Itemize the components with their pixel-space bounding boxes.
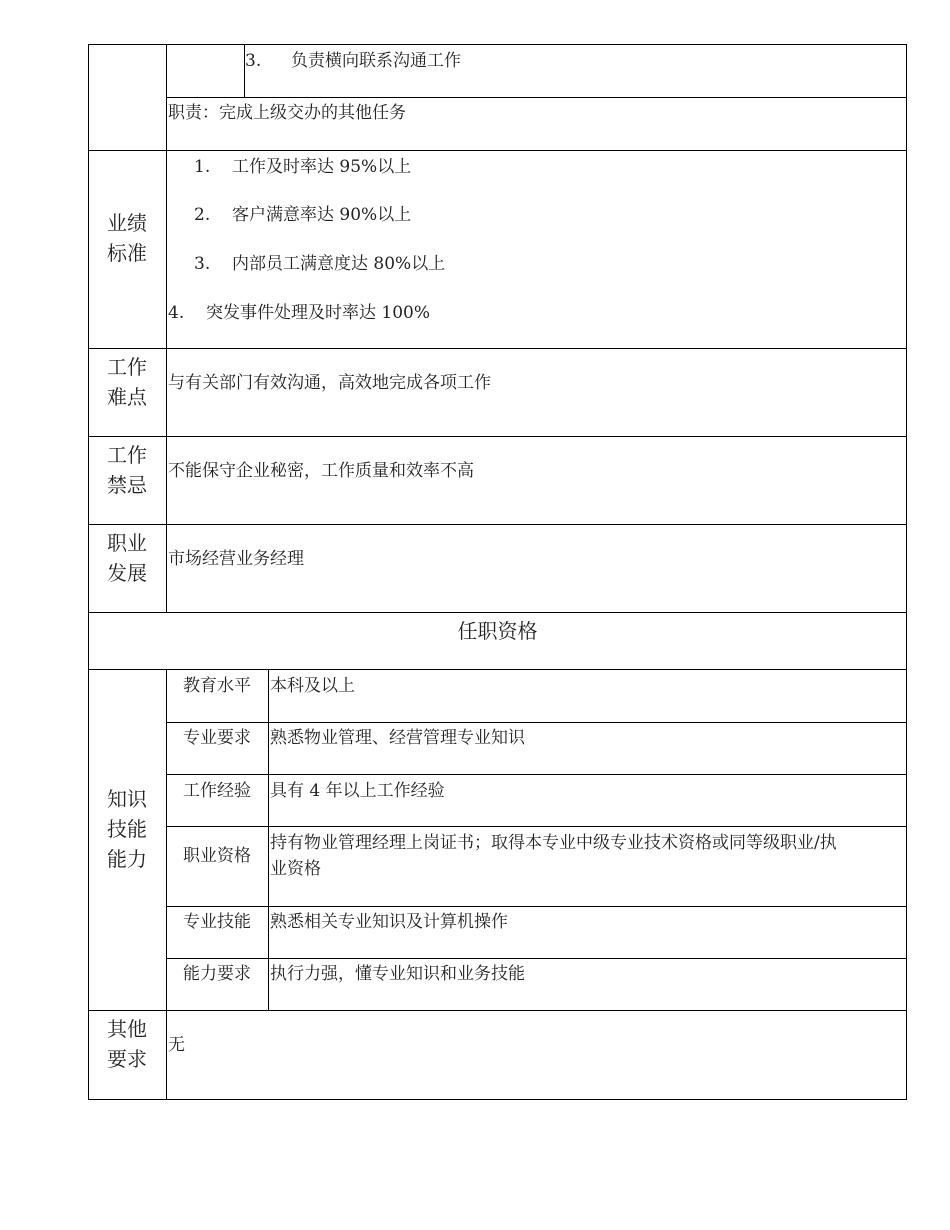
career-label-line1: 职业: [107, 531, 147, 555]
knowledge-key-divider: [268, 670, 269, 1010]
knowledge-label-line2: 技能: [107, 817, 147, 841]
taboo-label-line2: 禁忌: [107, 473, 147, 497]
duty-other-task: 职责：完成上级交办的其他任务: [168, 103, 406, 123]
performance-item-3-number: 3.: [194, 254, 211, 274]
knowledge-key-certification: 职业资格: [183, 846, 251, 866]
career-text: 市场经营业务经理: [168, 549, 304, 569]
knowledge-key-education: 教育水平: [183, 676, 251, 696]
knowledge-row-divider: [166, 958, 907, 959]
career-label-line2: 发展: [107, 561, 147, 585]
row-divider: [88, 524, 907, 525]
difficulty-label-line1: 工作: [107, 355, 147, 379]
difficulty-label-line2: 难点: [107, 385, 147, 409]
performance-item-2-number: 2.: [194, 205, 211, 225]
duties-inner-divider: [166, 97, 907, 98]
performance-label-line2: 标准: [107, 241, 147, 265]
other-label: [88, 1014, 166, 1074]
performance-item-3: [194, 253, 445, 275]
taboo-label: [88, 440, 166, 500]
performance-item-1-text: 工作及时率达 95%以上: [232, 157, 412, 177]
performance-item-3-text: 内部员工满意度达 80%以上: [232, 254, 446, 274]
row-divider: [88, 669, 907, 670]
taboo-label-line1: 工作: [107, 443, 147, 467]
other-label-line1: 其他: [107, 1017, 147, 1041]
performance-item-1: [194, 156, 411, 178]
performance-item-4-text: 突发事件处理及时率达 100%: [206, 303, 431, 323]
duty-item-3: [245, 50, 461, 72]
performance-item-2-text: 客户满意率达 90%以上: [232, 205, 412, 225]
difficulty-text: 与有关部门有效沟通，高效地完成各项工作: [168, 373, 491, 393]
duty-item-3-number: 3.: [245, 51, 262, 71]
knowledge-key-experience: 工作经验: [183, 781, 251, 801]
knowledge-value-ability: 执行力强，懂专业知识和业务技能: [270, 964, 525, 984]
knowledge-label-line3: 能力: [107, 847, 147, 871]
knowledge-row-divider: [166, 722, 907, 723]
knowledge-label: [88, 784, 166, 874]
performance-label-line1: 业绩: [107, 211, 147, 235]
knowledge-value-education: 本科及以上: [270, 676, 355, 696]
duty-item-3-text: 负责横向联系沟通工作: [291, 51, 461, 71]
row-divider: [88, 436, 907, 437]
knowledge-key-skills: 专业技能: [183, 912, 251, 932]
knowledge-key-major: 专业要求: [183, 728, 251, 748]
row-divider: [88, 1010, 907, 1011]
knowledge-label-line1: 知识: [107, 787, 147, 811]
knowledge-value-certification-line2: 业资格: [270, 859, 321, 879]
knowledge-row-divider: [166, 826, 907, 827]
performance-item-1-number: 1.: [194, 157, 211, 177]
row-divider: [88, 150, 907, 151]
difficulty-label: [88, 352, 166, 412]
table-outer-border: [88, 44, 907, 1100]
other-label-line2: 要求: [107, 1047, 147, 1071]
other-text: 无: [168, 1035, 185, 1055]
row-divider: [88, 612, 907, 613]
performance-item-4-number: 4.: [168, 303, 185, 323]
knowledge-value-major: 熟悉物业管理、经营管理专业知识: [270, 728, 525, 748]
performance-item-2: [194, 204, 411, 226]
row-divider: [88, 348, 907, 349]
knowledge-row-divider: [166, 774, 907, 775]
label-column-divider-top: [166, 44, 167, 613]
knowledge-key-ability: 能力要求: [183, 964, 251, 984]
performance-item-4: [168, 302, 430, 324]
taboo-text: 不能保守企业秘密，工作质量和效率不高: [168, 461, 474, 481]
knowledge-row-divider: [166, 906, 907, 907]
qualification-header: 任职资格: [457, 619, 538, 643]
knowledge-value-certification-line1: 持有物业管理经理上岗证书；取得本专业中级专业技术资格或同等级职业/执: [270, 833, 837, 853]
career-label: [88, 528, 166, 588]
knowledge-value-skills: 熟悉相关专业知识及计算机操作: [270, 912, 508, 932]
knowledge-value-experience: 具有 4 年以上工作经验: [270, 781, 445, 801]
performance-label: [88, 208, 166, 268]
